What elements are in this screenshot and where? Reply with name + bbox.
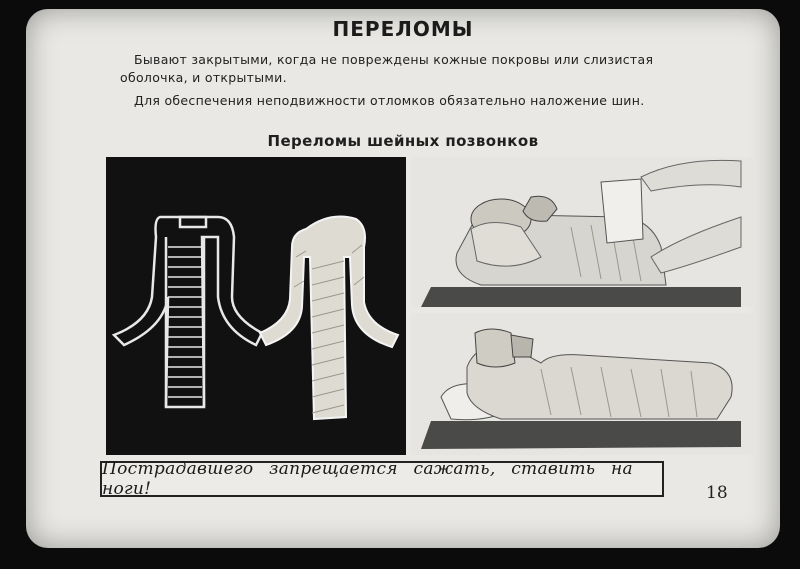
slide: [26, 9, 780, 548]
section-subtitle: Переломы шейных позвонков: [267, 132, 539, 150]
page-title: ПЕРЕЛОМЫ: [332, 17, 474, 41]
warning-box: [100, 461, 664, 497]
page-number: 18: [706, 483, 728, 503]
splint-frame-rungs: [168, 247, 202, 397]
splint-drawings: [106, 157, 406, 455]
paragraph-closed-open: Бывают закрытыми, когда не повреждены кожные покровы или слизистая оболочка, и открытыми.: [120, 52, 654, 85]
warning-text: Пострадавшего запрещается сажать, ставить на ноги!: [102, 459, 633, 499]
patient-splint-application-drawing: [411, 157, 756, 307]
patient-illustration-panel: [411, 157, 756, 455]
patient-lying-immobilized-drawing: [411, 313, 756, 455]
splint-frame-drawing: [114, 217, 262, 407]
paragraph-splints: Для обеспечения неподвижности отломков обязательно наложение шин.: [134, 93, 645, 108]
patient-drawings: [411, 157, 756, 455]
splint-padded-drawing: [260, 217, 398, 419]
splint-illustration-panel: [106, 157, 406, 455]
